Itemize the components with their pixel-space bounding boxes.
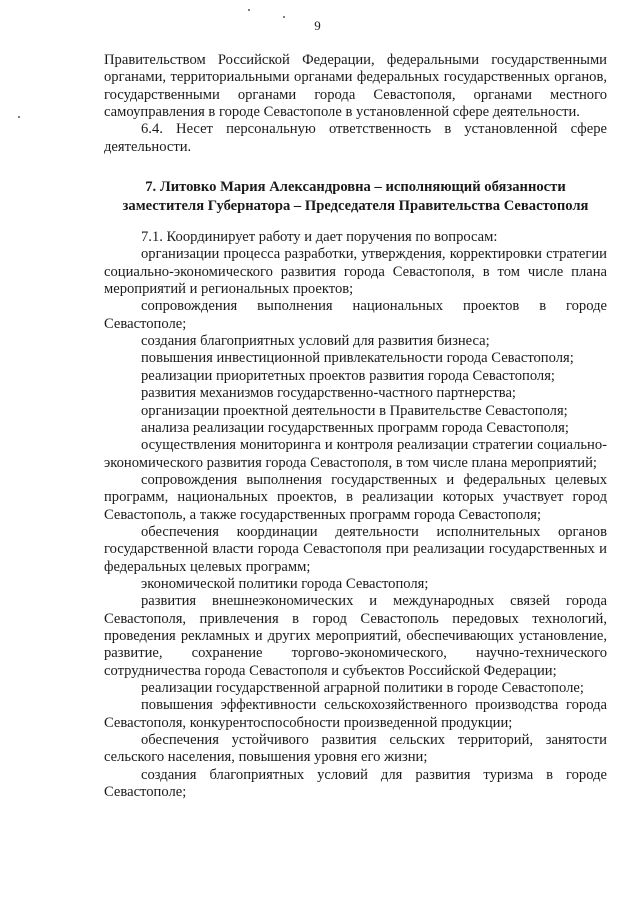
section-heading-line2: заместителя Губернатора – Председателя Правительства Севастополя (122, 197, 589, 214)
list-item: организации проектной деятельности в Правительстве Севастополя; (141, 402, 568, 419)
scan-speck (18, 116, 20, 118)
list-item: повышения эффективности сельскохозяйственного производства города Севастополя, конкурентоспособности произведенной продукции; (104, 697, 607, 731)
list-item: реализации приоритетных проектов развития города Севастополя; (141, 367, 555, 384)
list-item: обеспечения устойчивого развития сельских территорий, занятости сельского населения, повышения уровня его жизни; (104, 732, 607, 766)
scan-speck (248, 9, 250, 11)
document-body (104, 52, 607, 801)
list-item: создания благоприятных условий для развития туризма в городе Севастополе; (104, 766, 607, 801)
list-item: сопровождения выполнения государственных и федеральных целевых программ, национальных проектов, в реализации которых участвует город Севастополь, а также государственных программ города Севастополя; (104, 471, 607, 523)
section-heading (104, 178, 607, 215)
list-item: анализа реализации государственных программ города Севастополя; (141, 419, 569, 436)
list-item: развития внешнеэкономических и международных связей города Севастополя, привлечения в город Севастополь передовых технологий, проведения рекламных и других мероприятий, обеспечивающих установление, развитие, сохранение торгово-экономического, научно-технического сотрудничества города Севастополя и субъектов Российской Федерации; (104, 593, 607, 679)
list-item: реализации государственной аграрной политики в городе Севастополе; (141, 680, 584, 696)
list-item: развития механизмов государственно-частного партнерства; (141, 385, 516, 402)
clause-intro: 7.1. Координирует работу и дает поручения по вопросам: (141, 229, 498, 246)
list-item: организации процесса разработки, утверждения, корректировки стратегии социально-экономического развития города Севастополя, в том числе плана мероприятий и региональных проектов; (104, 246, 607, 298)
intro-paragraph: Правительством Российской Федерации, федеральными государственными органами, территориальными органами федеральных государственных органов, государственными органами города Севастополя, органами местного самоуправления в городе Севастополе в установленной сфере деятельности. (104, 52, 607, 121)
intro-paragraph: 6.4. Несет персональную ответственность в установленной сфере деятельности. (104, 121, 607, 155)
clause-items-list (104, 246, 607, 801)
list-item: осуществления мониторинга и контроля реализации стратегии социально-экономического развития города Севастополя, в том числе плана мероприятий; (104, 437, 607, 471)
section-heading-line1: 7. Литовко Мария Александровна – исполняющий обязанности (145, 179, 566, 196)
list-item: экономической политики города Севастополя; (141, 575, 429, 592)
list-item: сопровождения выполнения национальных проектов в городе Севастополе; (104, 298, 607, 332)
list-item: обеспечения координации деятельности исполнительных органов государственной власти города Севастополя при реализации государственных и федеральных целевых программ; (104, 523, 607, 575)
page-number: 9 (314, 18, 321, 33)
list-item: создания благоприятных условий для развития бизнеса; (141, 333, 490, 350)
list-item: повышения инвестиционной привлекательности города Севастополя; (141, 350, 574, 367)
